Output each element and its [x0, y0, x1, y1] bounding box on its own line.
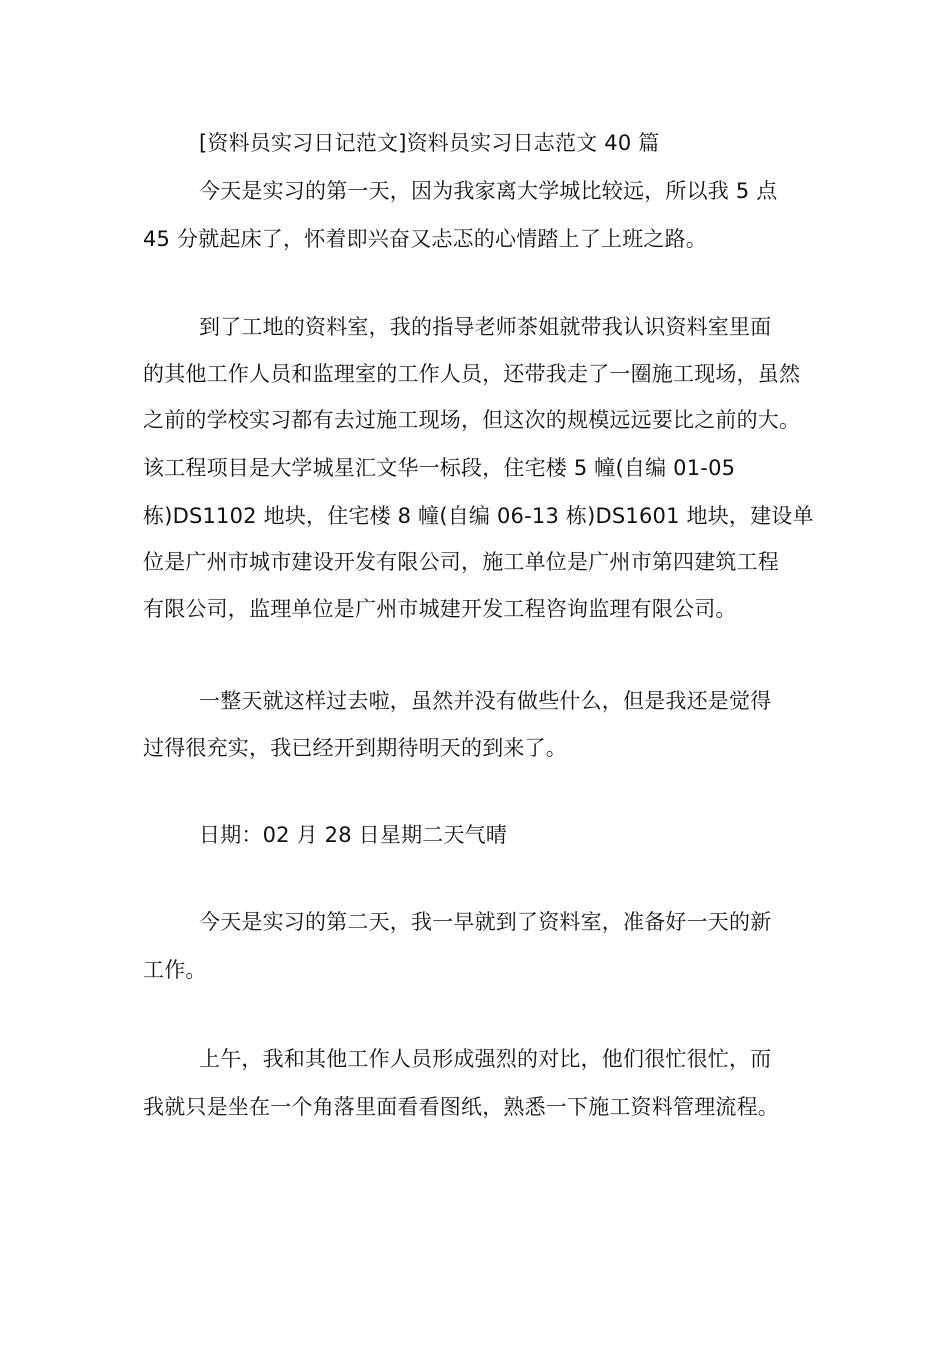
- paragraph-line: 45 分就起床了，怀着即兴奋又忐忑的心情踏上了上班之路。: [143, 227, 707, 251]
- diary-date-line: 日期：02 月 28 日星期二天气晴: [199, 823, 508, 847]
- paragraph-line: 该工程项目是大学城星汇文华一标段，住宅楼 5 幢(自编 01-05: [143, 456, 736, 480]
- paragraph-line: 位是广州市城市建设开发有限公司，施工单位是广州市第四建筑工程: [143, 550, 779, 574]
- paragraph-line: 栋)DS1102 地块，住宅楼 8 幢(自编 06-13 栋)DS1601 地块，建设单: [143, 504, 814, 528]
- paragraph-line: 的其他工作人员和监理室的工作人员，还带我走了一圈施工现场，虽然: [143, 362, 801, 386]
- paragraph-line: 我就只是坐在一个角落里面看看图纸，熟悉一下施工资料管理流程。: [143, 1095, 779, 1119]
- paragraph-line: 之前的学校实习都有去过施工现场，但这次的规模远远要比之前的大。: [143, 408, 801, 432]
- paragraph-line: 今天是实习的第一天，因为我家离大学城比较远，所以我 5 点: [199, 179, 778, 203]
- paragraph-line: 有限公司，监理单位是广州市城建开发工程咨询监理有限公司。: [143, 597, 737, 621]
- paragraph-line: 一整天就这样过去啦，虽然并没有做些什么，但是我还是觉得: [199, 689, 772, 713]
- paragraph-line: 上午，我和其他工作人员形成强烈的对比，他们很忙很忙，而: [199, 1047, 772, 1071]
- paragraph-line: 到了工地的资料室，我的指导老师茶姐就带我认识资料室里面: [199, 315, 772, 339]
- document-title: [资料员实习日记范文]资料员实习日志范文 40 篇: [199, 131, 660, 155]
- paragraph-line: 过得很充实，我已经开到期待明天的到来了。: [143, 736, 567, 760]
- paragraph-line: 工作。: [143, 958, 207, 982]
- paragraph-line: 今天是实习的第二天，我一早就到了资料室，准备好一天的新: [199, 910, 772, 934]
